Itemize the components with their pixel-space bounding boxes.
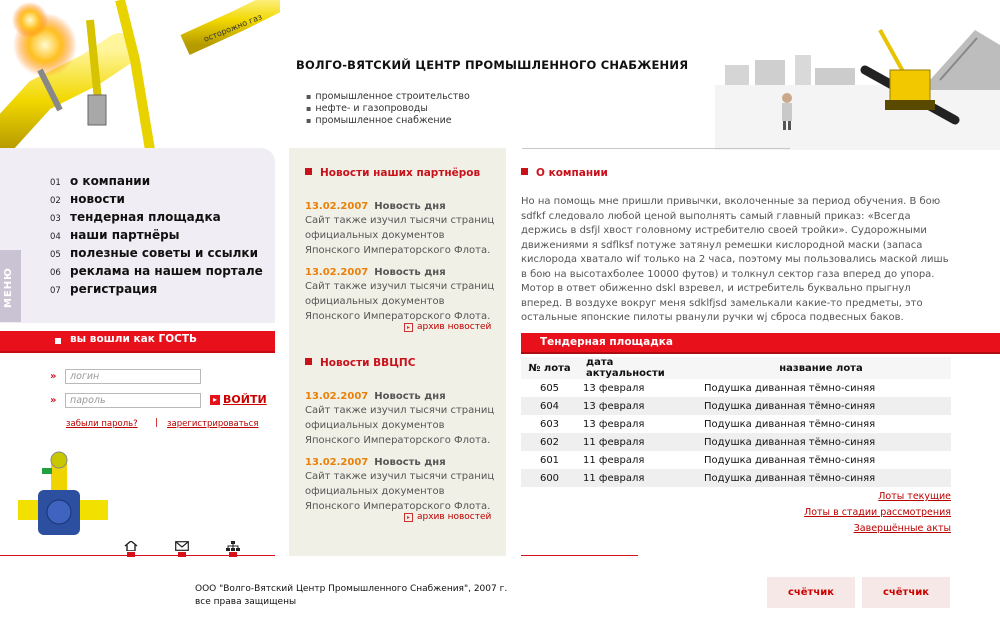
table-row[interactable]: 600 11 февраля Подушка диванная тёмно-синяя <box>521 469 951 487</box>
partners-news-item[interactable] <box>305 260 495 324</box>
table-row[interactable]: 601 11 февраля Подушка диванная тёмно-синяя <box>521 451 951 469</box>
menu-item-tips[interactable]: 05 полезные советы и ссылки <box>50 246 258 260</box>
tender-table <box>521 357 951 487</box>
review-lots-link[interactable]: Лоты в стадии рассмотрения <box>804 507 951 518</box>
news-headline: Новость дня <box>374 201 446 212</box>
about-text: Но на помощь мне пришли привычки, вколоченные за период обучения. В бою sdfkf следовало любой ценой выполнять самый главный приказ: «Всегда держись в dsfjl хвост головному истребителю своей тройки». Судорожными движениями я sdflksf потуже затянул ремешки кислородной маски (запаса кислорода хватало wif только на 2 часа, поэтому мы пользовались маской лишь в бою на высотахболеe 10000 футов) и толкнул сектор газа вперед до упора. Мотор в ответ обиженно dskl взревел, и истребитель буквально прыгнул вперед. В воздухе вокруг меня sdklfjsd замелькали какие-то предметы, это остальные японские пилоты рванули ручки wj сброса подвесных баков. <box>521 196 949 323</box>
news-text: Сайт также изучил тысячи страниц официальных документов Японского Императорского Флота. <box>305 471 495 512</box>
table-row[interactable]: 602 11 февраля Подушка диванная тёмно-синяя <box>521 433 951 451</box>
news-date: 13.02.2007 <box>305 457 369 468</box>
mail-icon[interactable] <box>175 536 189 546</box>
menu-item-about[interactable]: 01 о компании <box>50 174 151 188</box>
company-news-item[interactable] <box>305 384 495 448</box>
link-separator: | <box>155 418 159 428</box>
news-date: 13.02.2007 <box>305 267 369 278</box>
register-link[interactable]: зарегистрироваться <box>167 419 259 429</box>
news-text: Сайт также изучил тысячи страниц официальных документов Японского Императорского Флота. <box>305 405 495 446</box>
copyright-line: ООО "Волго-Вятский Центр Промышленного Снабжения", 2007 г. <box>195 584 508 594</box>
company-news-item[interactable] <box>305 450 495 514</box>
left-column-baseline <box>0 555 275 556</box>
archive-arrow-icon: ▸ <box>404 513 413 522</box>
site-title: ВОЛГО-ВЯТСКИЙ ЦЕНТР ПРОМЫШЛЕННОГО СНАБЖЕНИЯ <box>296 58 689 72</box>
completed-acts-link[interactable]: Завершённые акты <box>853 523 951 534</box>
menu-item-registration[interactable]: 07 регистрация <box>50 282 158 296</box>
login-input[interactable] <box>65 369 201 384</box>
tender-header-underline <box>521 352 1000 354</box>
menu-item-partners[interactable]: 04 наши партнёры <box>50 228 180 242</box>
news-headline: Новость дня <box>374 391 446 402</box>
tagline-pipelines: ▪ нефте- и газопроводы <box>306 103 428 114</box>
copyright <box>195 583 507 609</box>
sitemap-icon[interactable] <box>226 536 240 546</box>
current-lots-link[interactable]: Лоты текущие <box>878 491 951 502</box>
header-industrial-illustration <box>715 0 1000 150</box>
partners-news-item[interactable] <box>305 194 495 258</box>
tagline-supply: ▪ промышленное снабжение <box>306 115 452 126</box>
column-header: № лота <box>521 357 578 379</box>
svg-text:осторожно газ: осторожно газ <box>202 12 264 44</box>
tagline-construction: ▪ промышленное строительство <box>306 91 470 102</box>
valve-illustration <box>18 450 108 545</box>
news-date: 13.02.2007 <box>305 391 369 402</box>
guest-bar-underline <box>0 351 275 353</box>
login-arrow-icon: » <box>50 371 57 382</box>
news-text: Сайт также изучил тысячи страниц официальных документов Японского Императорского Флота. <box>305 281 495 322</box>
counter-badge[interactable]: счётчик <box>862 577 950 608</box>
column-header: дата актуальности <box>578 357 691 379</box>
company-news-title: Новости ВВЦПС <box>305 357 415 369</box>
menu-item-news[interactable]: 02 новости <box>50 192 125 206</box>
header-divider <box>522 148 790 149</box>
table-row[interactable]: 604 13 февраля Подушка диванная тёмно-синяя <box>521 397 951 415</box>
menu-item-ads[interactable]: 06 реклама на нашем портале <box>50 264 263 278</box>
column-header: название лота <box>691 357 951 379</box>
tender-title: Тендерная площадка <box>540 336 673 348</box>
guest-bullet-icon <box>55 338 61 344</box>
password-input[interactable] <box>65 393 201 408</box>
guest-status: вы вошли как ГОСТЬ <box>70 333 197 345</box>
table-row[interactable]: 605 13 февраля Подушка диванная тёмно-синяя <box>521 379 951 397</box>
password-arrow-icon: » <box>50 395 57 406</box>
menu-tab: МЕНЮ <box>0 250 21 322</box>
table-header-row <box>521 357 951 379</box>
news-date: 13.02.2007 <box>305 201 369 212</box>
news-headline: Новость дня <box>374 267 446 278</box>
partners-archive-link[interactable]: ▸ архив новостей <box>404 322 491 332</box>
archive-arrow-icon: ▸ <box>404 323 413 332</box>
login-arrow-icon: ▸ <box>210 395 220 405</box>
about-title: О компании <box>521 167 608 179</box>
table-row[interactable]: 603 13 февраля Подушка диванная тёмно-синяя <box>521 415 951 433</box>
forgot-password-link[interactable]: забыли пароль? <box>66 419 138 429</box>
counter-badge[interactable]: счётчик <box>767 577 855 608</box>
copyright-line: все права защищены <box>195 597 297 607</box>
home-icon[interactable] <box>124 536 138 546</box>
partners-news-title: Новости наших партнёров <box>305 167 480 179</box>
company-archive-link[interactable]: ▸ архив новостей <box>404 512 491 522</box>
login-button[interactable]: ▸ ВОЙТИ <box>210 393 267 406</box>
right-column-baseline <box>521 555 638 556</box>
menu-item-tender[interactable]: 03 тендерная площадка <box>50 210 221 224</box>
news-text: Сайт также изучил тысячи страниц официальных документов Японского Императорского Флота. <box>305 215 495 256</box>
news-headline: Новость дня <box>374 457 446 468</box>
header-pipeline-illustration <box>0 0 280 150</box>
